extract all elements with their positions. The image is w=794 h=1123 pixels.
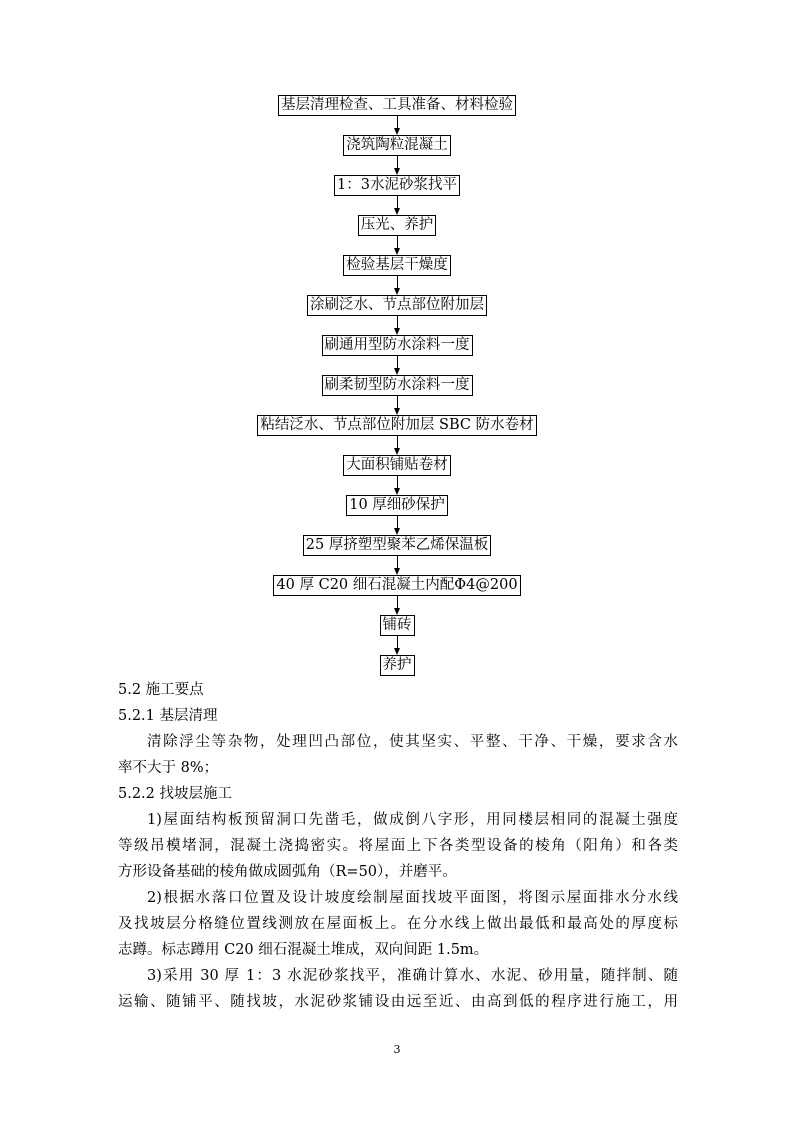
flow-box: 养护 — [380, 655, 415, 676]
down-arrow-icon — [397, 316, 398, 335]
flow-box: 刷通用型防水涂料一度 — [322, 335, 473, 356]
down-arrow-icon — [397, 516, 398, 535]
construction-flowchart — [0, 95, 794, 676]
flow-box: 大面积铺贴卷材 — [343, 455, 451, 476]
flow-box: 铺砖 — [380, 615, 415, 636]
paragraph-line: 1)屋面结构板预留洞口先凿毛，做成倒八字形，用同楼层相同的混凝土强度 — [147, 812, 678, 828]
flow-step — [0, 575, 794, 615]
flow-box: 10 厚细砂保护 — [346, 495, 448, 516]
flow-step — [0, 335, 794, 375]
flow-box: 浇筑陶粒混凝土 — [343, 135, 451, 156]
flow-box: 粘结泛水、节点部位附加层 SBC 防水卷材 — [257, 415, 536, 436]
flow-step — [0, 615, 794, 655]
down-arrow-icon — [397, 116, 398, 135]
flow-box: 1：3水泥砂浆找平 — [334, 175, 460, 196]
flow-box: 25 厚挤塑型聚苯乙烯保温板 — [303, 535, 492, 556]
paragraph-line: 方形设备基础的棱角做成圆弧角（R=50），并磨平。 — [118, 864, 457, 880]
down-arrow-icon — [397, 596, 398, 615]
body-text — [118, 677, 678, 1015]
paragraph-line: 3)采用 30 厚 1：3 水泥砂浆找平，准确计算水、水泥、砂用量，随拌制、随 — [147, 968, 678, 984]
down-arrow-icon — [397, 436, 398, 455]
down-arrow-icon — [397, 156, 398, 175]
paragraph-line: 运输、随铺平、随找坡，水泥砂浆铺设由远至近、由高到低的程序进行施工，用 — [118, 994, 678, 1010]
down-arrow-icon — [397, 276, 398, 295]
flow-step — [0, 215, 794, 255]
paragraph-line: 率不大于 8%； — [118, 760, 219, 776]
page-number: 3 — [393, 1043, 401, 1056]
paragraph-line: 及找坡层分格缝位置线测放在屋面板上。在分水线上做出最低和最高处的厚度标 — [118, 916, 678, 932]
flow-box: 40 厚 C20 细石混凝土内配Φ4@200 — [273, 575, 520, 596]
flow-step — [0, 455, 794, 495]
down-arrow-icon — [397, 236, 398, 255]
section-heading: 5.2 施工要点 — [118, 682, 204, 698]
down-arrow-icon — [397, 396, 398, 415]
flow-step — [0, 495, 794, 535]
down-arrow-icon — [397, 556, 398, 575]
flow-step — [0, 95, 794, 135]
paragraph-line: 志蹲。标志蹲用 C20 细石混凝土堆成，双向间距 1.5m。 — [118, 942, 489, 958]
flow-step — [0, 175, 794, 215]
down-arrow-icon — [397, 476, 398, 495]
flow-step — [0, 375, 794, 415]
flow-box: 基层清理检查、工具准备、材料检验 — [278, 95, 516, 116]
flow-step — [0, 135, 794, 175]
flow-box: 刷柔韧型防水涂料一度 — [322, 375, 473, 396]
paragraph-line: 2)根据水落口位置及设计坡度绘制屋面找坡平面图，将图示屋面排水分水线 — [147, 890, 678, 906]
flow-step — [0, 255, 794, 295]
paragraph-line: 清除浮尘等杂物，处理凹凸部位，使其坚实、平整、干净、干燥，要求含水 — [147, 734, 678, 750]
down-arrow-icon — [397, 356, 398, 375]
flow-box: 压光、养护 — [358, 215, 437, 236]
flow-step — [0, 295, 794, 335]
paragraph-line: 等级吊模堵洞，混凝土浇捣密实。将屋面上下各类型设备的棱角（阳角）和各类 — [118, 838, 678, 854]
down-arrow-icon — [397, 196, 398, 215]
flow-step — [0, 535, 794, 575]
subsection-heading: 5.2.2 找坡层施工 — [118, 786, 233, 802]
flow-box: 涂刷泛水、节点部位附加层 — [307, 295, 487, 316]
subsection-heading: 5.2.1 基层清理 — [118, 708, 218, 724]
down-arrow-icon — [397, 636, 398, 655]
flow-step — [0, 655, 794, 676]
flow-box: 检验基层干燥度 — [343, 255, 451, 276]
flow-step — [0, 415, 794, 455]
